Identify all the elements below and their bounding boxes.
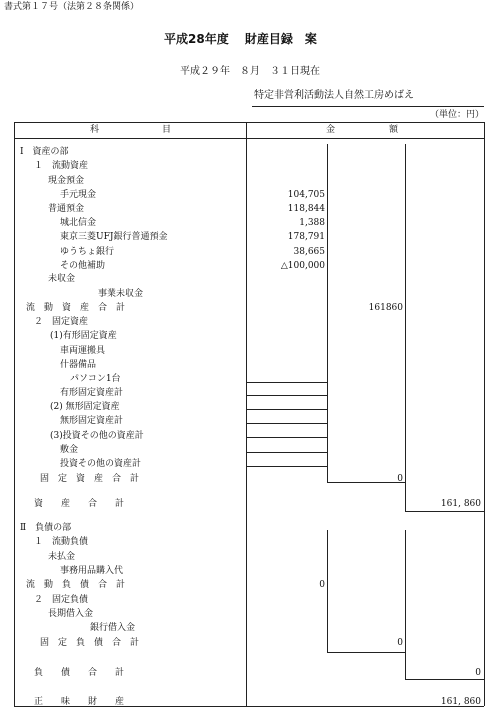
- fixed-assets-total-line: [327, 482, 405, 483]
- row-label: ゆうちょ銀行: [60, 247, 115, 257]
- subtotal-line: [246, 423, 327, 424]
- current-assets-total-label: 流 動 資 産 合 計: [26, 303, 126, 313]
- organization-underline: [252, 106, 484, 107]
- table-top-border: [14, 122, 484, 123]
- amount-col3: 161, 860: [440, 499, 481, 509]
- row-label: 長期借入金: [48, 609, 94, 619]
- form-label: 書式第１７号（法第２８条関係）: [4, 2, 140, 12]
- row-label: ２ 固定資産: [34, 317, 89, 327]
- subtotal-line: [246, 452, 327, 453]
- amount-col2-divider: [405, 144, 406, 511]
- amount-col1-divider: [327, 144, 328, 482]
- subtotal-line: [246, 409, 327, 410]
- amount-col1: 1,388: [299, 218, 325, 228]
- row-label: 普通預金: [48, 204, 85, 214]
- amount-col1-divider-lower: [327, 530, 328, 652]
- amount-col2: 0: [397, 638, 403, 648]
- total-assets-line: [405, 511, 484, 512]
- table-header-border: [14, 138, 484, 139]
- amount-col3: 161, 860: [440, 697, 481, 707]
- total-liabilities-label: 負 債 合 計: [34, 668, 125, 678]
- row-label: 未払金: [48, 552, 76, 562]
- amount-col1: 38,665: [293, 247, 325, 257]
- amount-col1: △100,000: [280, 261, 325, 271]
- amount-col1: 178,791: [287, 232, 325, 242]
- row-label: 未収金: [48, 274, 76, 284]
- section-assets: Ⅰ 資産の部: [20, 147, 69, 157]
- report-date: 平成２９年 ８月 ３１日現在: [180, 66, 320, 77]
- total-liabilities-line: [405, 679, 484, 680]
- amount-col2: 0: [397, 474, 403, 484]
- row-label: １ 流動資産: [34, 161, 89, 171]
- subtotal-line: [246, 437, 327, 438]
- header-amount: 金 額: [326, 125, 399, 135]
- row-label: 投資その他の資産計: [60, 459, 142, 469]
- amount-col1: 0: [319, 580, 325, 590]
- amount-col1: 104,705: [287, 190, 325, 200]
- unit-label: （単位：円）: [430, 110, 485, 120]
- subtotal-line: [246, 382, 327, 383]
- table-left-border: [14, 122, 15, 706]
- net-assets-label: 正 味 財 産: [34, 697, 125, 707]
- row-label: 東京三菱UFJ銀行普通預金: [60, 232, 168, 242]
- current-liabilities-total-label: 流 動 負 債 合 計: [26, 580, 126, 590]
- row-label: 事務用品購入代: [60, 566, 124, 576]
- amount-col1: 118,844: [287, 204, 325, 214]
- row-label: 現金預金: [48, 176, 85, 186]
- row-label: 城北信金: [60, 218, 97, 228]
- row-label: (3)投資その他の資産計: [50, 431, 144, 441]
- row-label: 無形固定資産計: [60, 416, 124, 426]
- amount-col2-divider-lower: [405, 530, 406, 679]
- table-right-border: [484, 122, 485, 706]
- row-label: 事業未収金: [98, 289, 144, 299]
- row-label: その他補助: [60, 261, 106, 271]
- fixed-assets-total-label: 固 定 資 産 合 計: [40, 474, 140, 484]
- organization-name: 特定非営利活動法人自然工房めばえ: [254, 90, 414, 101]
- row-label: ２ 固定負債: [34, 595, 89, 605]
- section-liabilities: Ⅱ 負債の部: [20, 523, 72, 533]
- row-label: 有形固定資産計: [60, 388, 124, 398]
- row-label: 銀行借入金: [90, 623, 136, 633]
- fixed-liabilities-total-line: [327, 652, 405, 653]
- row-label: １ 流動負債: [34, 537, 89, 547]
- amount-col3: 0: [475, 668, 481, 678]
- subtotal-line: [246, 466, 327, 467]
- total-assets-label: 資 産 合 計: [34, 499, 125, 509]
- row-label: パソコン1台: [70, 374, 121, 384]
- row-label: (1)有形固定資産: [50, 331, 117, 341]
- page-title: 平成28年度 財産目録 案: [164, 32, 317, 46]
- row-label: 車両運搬具: [60, 346, 106, 356]
- amount-col2: 161860: [368, 303, 403, 313]
- subtotal-line: [246, 395, 327, 396]
- header-item: 科 目: [90, 125, 172, 135]
- row-label: 手元現金: [60, 190, 97, 200]
- row-label: 敷金: [60, 445, 79, 455]
- row-label: 什器備品: [60, 360, 97, 370]
- row-label: (2) 無形固定資産: [50, 402, 120, 412]
- fixed-liabilities-total-label: 固 定 負 債 合 計: [40, 638, 140, 648]
